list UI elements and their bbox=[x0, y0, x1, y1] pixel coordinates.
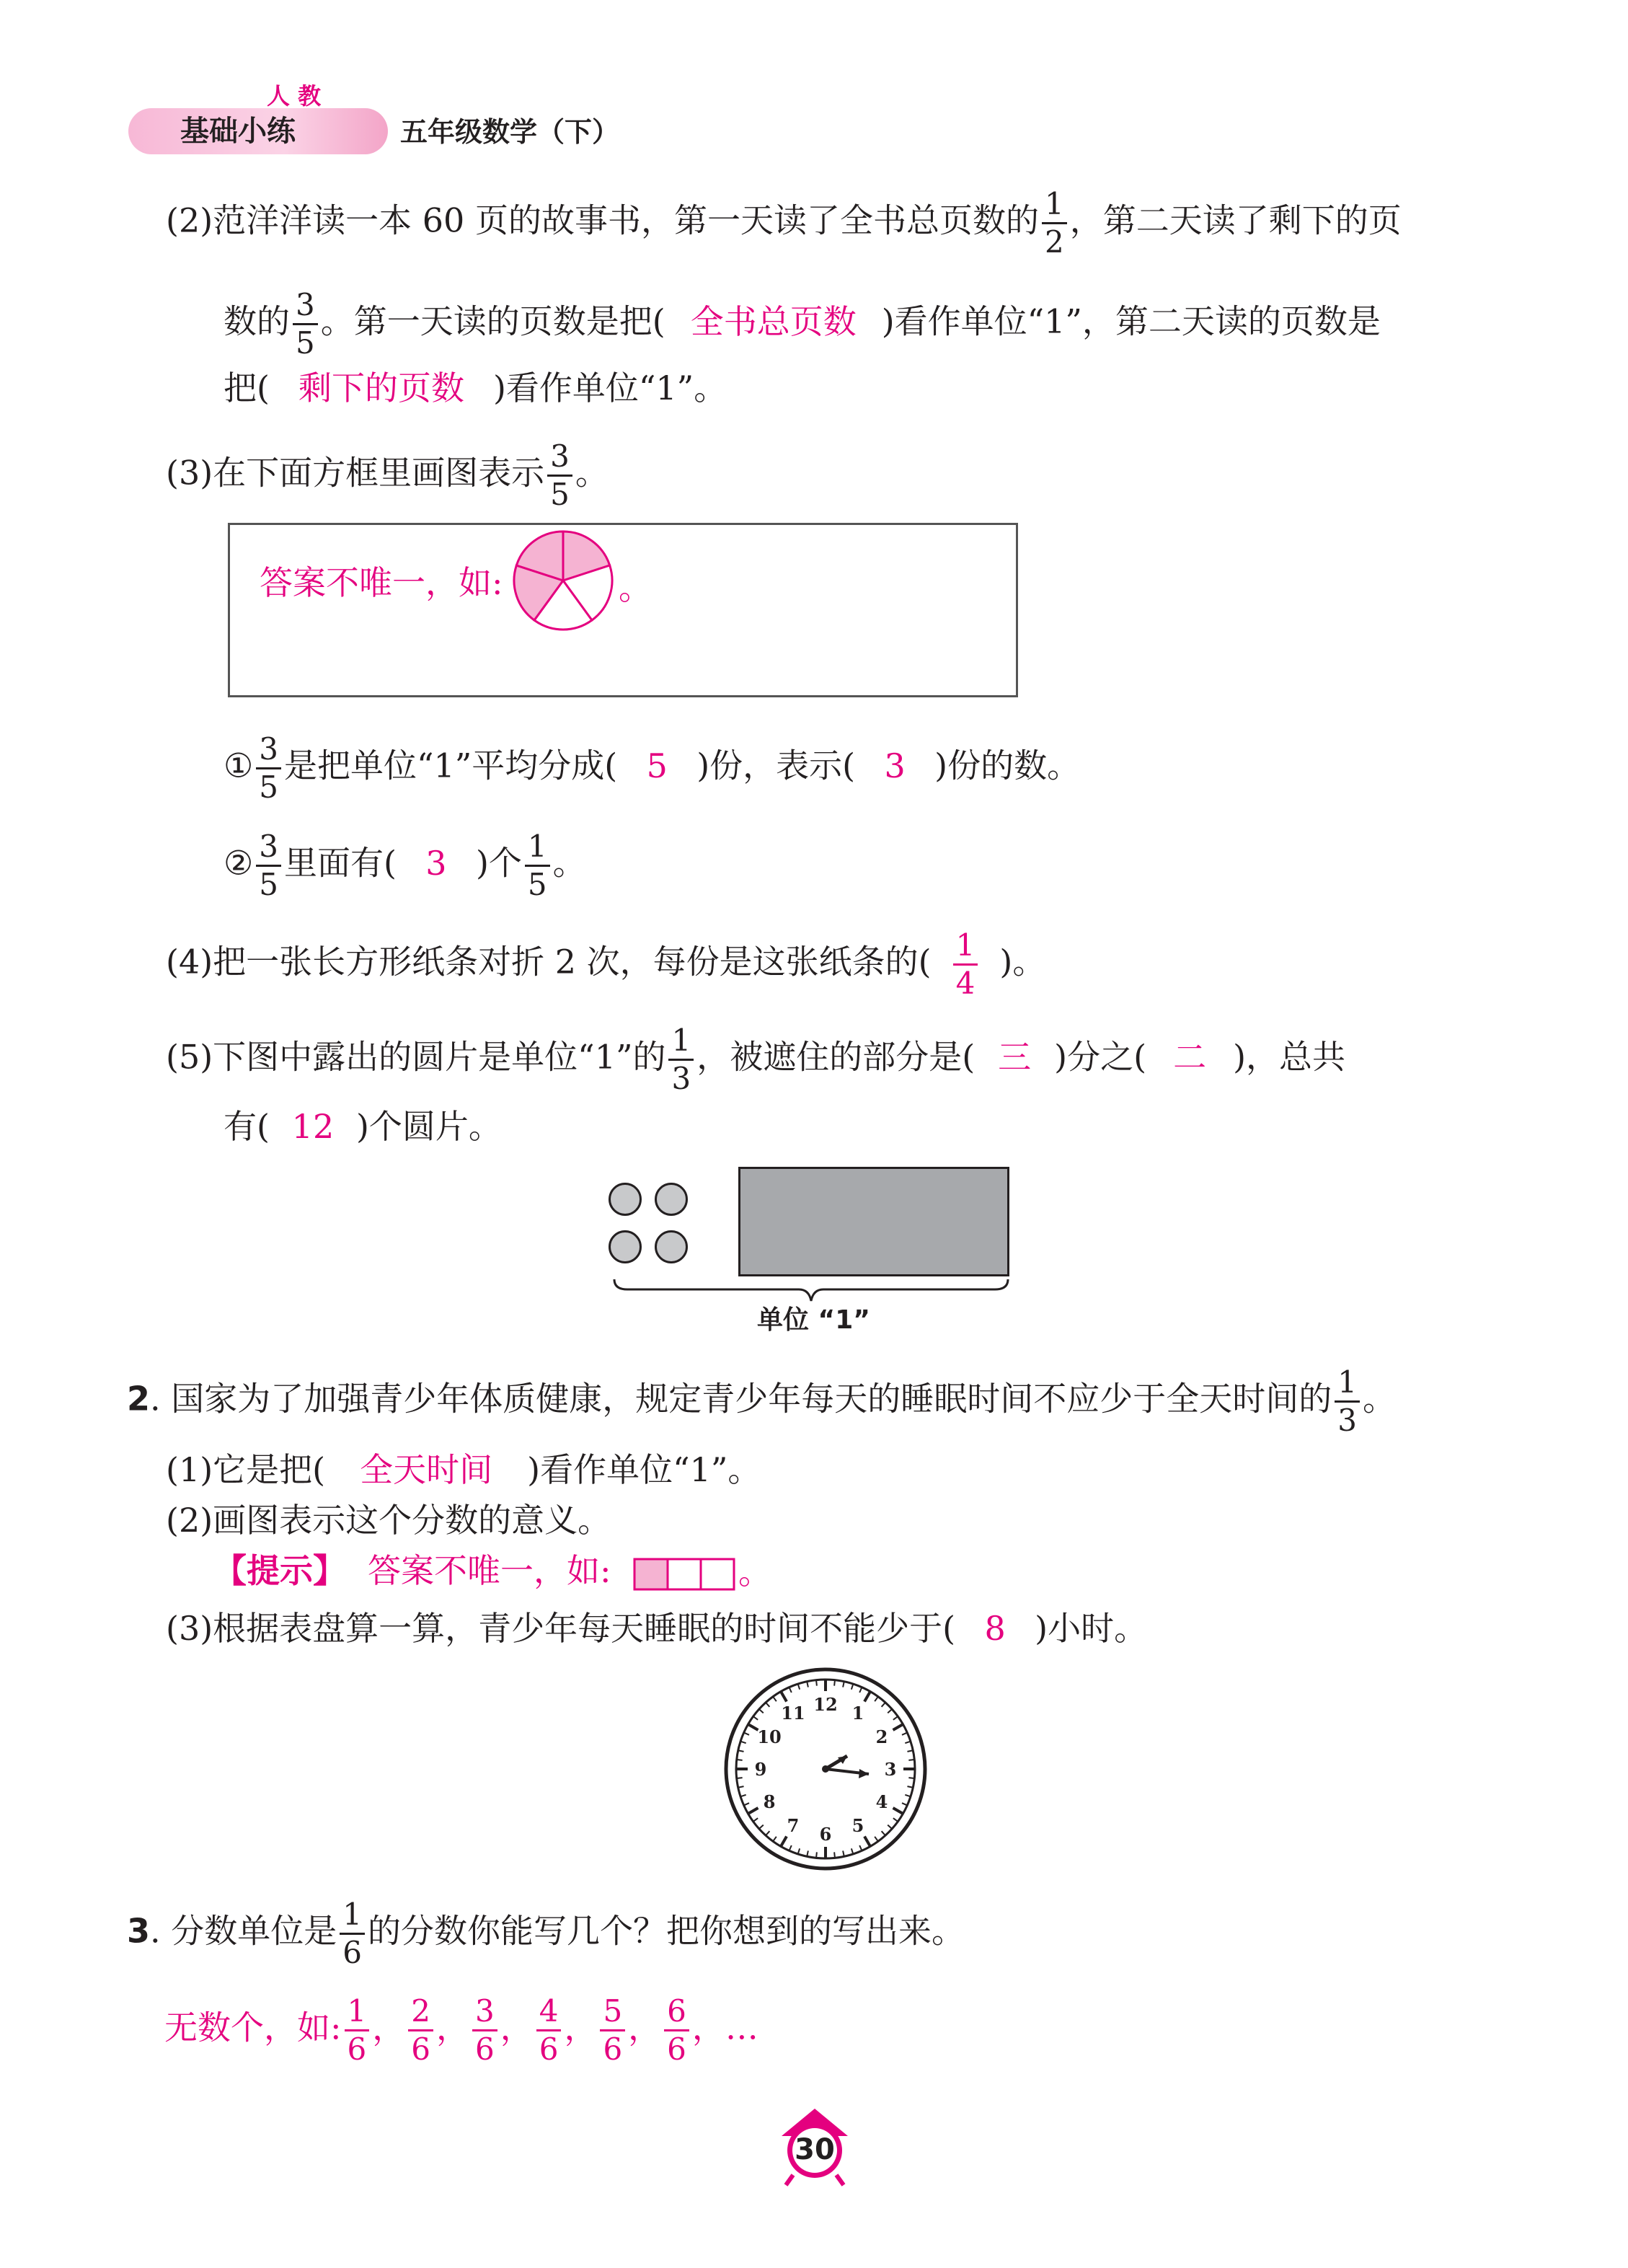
unit-label: 单位 “1” bbox=[757, 1305, 870, 1335]
answer-blank[interactable]: 二 bbox=[1173, 1037, 1207, 1077]
clock-number: 3 bbox=[884, 1759, 897, 1780]
clock-icon bbox=[721, 1664, 930, 1874]
q2-hint: 【提示】 答案不唯一，如: bbox=[213, 1551, 611, 1590]
box-end-mark: 。 bbox=[619, 568, 652, 607]
answer-blank[interactable]: 全天时间 bbox=[360, 1450, 493, 1489]
clock-number: 1 bbox=[851, 1703, 864, 1724]
answer-blank[interactable]: 剩下的页数 bbox=[298, 369, 464, 407]
answer-blank[interactable]: 5 bbox=[646, 746, 668, 785]
q1-5-line2: 有( 12 )个圆片。 bbox=[224, 1105, 502, 1148]
clock-number: 4 bbox=[875, 1791, 888, 1812]
answer-fraction: $\frac{3}{6}$ bbox=[472, 1996, 497, 2065]
clock-number: 8 bbox=[763, 1791, 776, 1812]
answer-fraction: $\frac{6}{6}$ bbox=[664, 1996, 689, 2065]
q1-2-line3: 把( 剩下的页数 )看作单位“1”。 bbox=[224, 366, 727, 410]
clock-number: 10 bbox=[757, 1726, 782, 1747]
q3-line: 3. 分数单位是 $\frac{1}{6}$ 的分数你能写几个？把你想到的写出来。 bbox=[127, 1897, 965, 1970]
answer-fraction: $\frac{4}{6}$ bbox=[536, 1996, 562, 2065]
q3-answer[interactable]: 无数个，如: $\frac{1}{6}$ ， $\frac{2}{6}$ ， $\frac{3}{6}$ ， $\frac{4}{6}$ ， $\frac{5}{6}$ ， $\frac{6}{6}$ ，… bbox=[164, 1993, 758, 2067]
q2-2-line: (2)画图表示这个分数的意义。 bbox=[166, 1501, 611, 1540]
answer-fraction: $\frac{1}{6}$ bbox=[345, 1996, 370, 2065]
drawing-box bbox=[228, 523, 1018, 697]
answer-blank[interactable]: 8 bbox=[984, 1609, 1006, 1648]
clock-number: 11 bbox=[781, 1703, 805, 1724]
pie-chart-icon bbox=[509, 526, 617, 635]
q1-5-line1: (5)下图中露出的圆片是单位“1”的 $\frac{1}{3}$ ，被遮住的部分是( 三 )分之( 二 )，总共 bbox=[166, 1023, 1346, 1096]
thirds-bar-icon bbox=[633, 1558, 735, 1591]
answer-blank[interactable]: 全书总页数 bbox=[690, 301, 857, 341]
answer-fraction: $\frac{2}{6}$ bbox=[408, 1996, 433, 2065]
disc bbox=[655, 1230, 688, 1263]
hint-end-mark: 。 bbox=[738, 1553, 771, 1592]
q2-1-line: (1)它是把( 全天时间 )看作单位“1”。 bbox=[166, 1448, 761, 1491]
answer-blank[interactable]: 12 bbox=[291, 1107, 335, 1146]
publisher-label: 人 教 bbox=[267, 82, 322, 110]
answer-blank[interactable]: 3 bbox=[884, 746, 906, 785]
q1-3-sub2: ② $\frac{3}{5}$ 里面有( 3 )个 $\frac{1}{5}$ 。 bbox=[224, 829, 586, 902]
fraction: $\frac{1}{2}$ bbox=[1042, 189, 1067, 257]
answer-fraction[interactable]: $\frac{1}{4}$ bbox=[953, 930, 978, 999]
q1-3-line: (3)在下面方框里画图表示 $\frac{3}{5}$ 。 bbox=[166, 438, 609, 512]
box-answer-text: 答案不唯一，如: bbox=[260, 563, 503, 602]
q1-2-line2: 数的 $\frac{3}{5}$ 。第一天读的页数是把( 全书总页数 )看作单位“1”，第二天读的页数是 bbox=[224, 287, 1381, 361]
answer-blank[interactable]: 3 bbox=[425, 843, 447, 883]
disc bbox=[609, 1230, 642, 1263]
series-title: 基础小练 bbox=[180, 115, 296, 148]
clock-number: 5 bbox=[851, 1814, 864, 1836]
page-number: 30 bbox=[795, 2133, 835, 2166]
clock-number: 9 bbox=[754, 1759, 767, 1780]
q1-3-sub1: ① $\frac{3}{5}$ 是把单位“1”平均分成( 5 )份，表示( 3 )份的数。 bbox=[224, 731, 1081, 805]
grade-title: 五年级数学（下） bbox=[400, 116, 620, 148]
cover-rectangle bbox=[738, 1167, 1009, 1276]
clock-number: 2 bbox=[875, 1726, 888, 1747]
q2-line: 2. 国家为了加强青少年体质健康，规定青少年每天的睡眠时间不应少于全天时间的 $\frac{1}{3}$ 。 bbox=[127, 1364, 1396, 1438]
disc bbox=[609, 1183, 642, 1216]
answer-fraction: $\frac{5}{6}$ bbox=[600, 1996, 625, 2065]
clock-number: 7 bbox=[787, 1814, 800, 1836]
q1-4-line: (4)把一张长方形纸条对折 2 次，每份是这张纸条的( $\frac{1}{4}$ )。 bbox=[166, 927, 1046, 1001]
clock-number: 12 bbox=[813, 1694, 838, 1715]
disc bbox=[655, 1183, 688, 1216]
answer-blank[interactable]: 三 bbox=[998, 1037, 1032, 1077]
q1-2-line1: (2)范洋洋读一本 60 页的故事书，第一天读了全书总页数的 $\frac{1}{2}$ ，第二天读了剩下的页 bbox=[166, 186, 1402, 260]
clock-number: 6 bbox=[819, 1824, 832, 1845]
q2-3-line: (3)根据表盘算一算，青少年每天睡眠的时间不能少于( 8 )小时。 bbox=[166, 1607, 1147, 1650]
